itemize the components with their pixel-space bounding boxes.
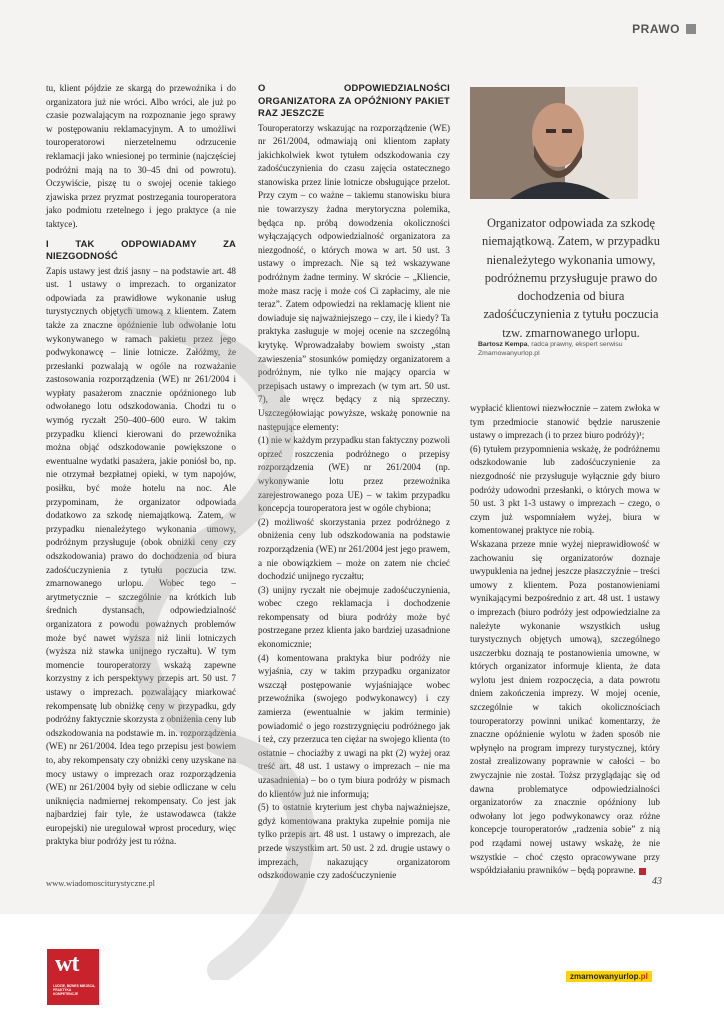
wt-logo (47, 949, 99, 1005)
list-item: (4) komentowana praktyka biur podróży nie wyjaśnia, czy w takim przypadku organizator wszczął postępowanie wyjaśniające wobec przewoźnika (swojego podwykonawcy) i czy zamierza (ewentualnie w jakim terminie) powiadomić o jego rozstrzygnięciu podróżnego jak i też, czy przerzuca ten ciężar na swojego klienta (to ostatnie – chociażby z uwagi na pkt (2) wyżej oraz treść art. 48 ust. 1 ustawy o imprezach – nie ma uzasadnienia) – bo o tym biura podróży w pismach do klientów już nie informują; (258, 652, 450, 799)
paragraph-body: Touroperatorzy wskazując na rozporządzenie (WE) nr 261/2004, odmawiają oni klientom zapłaty jakichkolwiek kwot tytułem odszkodowania czy zadośćuczynienia do czasu zajęcia ostatecznego stanowiska przez linie lotnicze obsługujące przelot. Przy czym – co ważne – takiemu stanowisku biura nie towarzyszy żadna merytoryczna polemika, będąca np. próbą dowodzenia okoliczności wyłączających odpowiedzialność organizatora za niezgodność, o których mowa w art. 50 ust. 3 ustawy o imprezach. Nie są też wskazywane podróżnym żadne terminy. W skrócie – „Kliencie, może masz rację i może coś Ci zapłacimy, ale nie teraz”. Zatem odpowiedzi na reklamację klient nie dowiaduje się najważniejszego – czy, ile i kiedy? Ta praktyka zasługuje w mojej ocenie na szczególną krytykę. Wprowadzałaby bowiem swoisty „stan zawieszenia” stosunków pomiędzy organizatorem a podróżnym, nie tylko nie mający oparcia w przepisach ustawy o imprezach (w tym art. 50 ust. 7), ale wręcz będący z nią sprzeczny. Uszczegółowiając powyższe, wskażę ponownie na następujące elementy: (258, 122, 450, 432)
wt-logo-tagline: LUDZIE, BIZNES MIEJSCA, PRAKTYKA KOMPETENCJE (53, 984, 96, 996)
pull-quote: Organizator odpowiada za szkodę niemajątkową. Zatem, w przypadku nienależytego wykonania umowy, podróżnemu przysługuje prawo do dochodzenia od biura zadośćuczynienia z tytułu poczucia tzw. zmarnowanego urlopu. (482, 216, 660, 340)
paragraph-text: Wskazana przeze mnie wyżej nieprawidłowość w zachowaniu się organizatorów doznaje uwypuklenia na jednej jeszcze płaszczyźnie – treści umowy z klientem. Poza postanowieniami wynikającymi bezpośrednio z art. 48 ust. 1 ustawy o imprezach (biuro podróży jest odpowiedzialne za należyte wykonanie wszystkich usług turystycznych objętych umową), szczególnego uszczerbku doznają te postanowienia umowne, w których organizator informuje klienta, że data wylotu jest dniem rozpoczęcia, a data powrotu dniem zakończenia imprezy. W mojej ocenie, szczególnie w takich okolicznościach touroperatorzy powinni unikać komentarzy, że znaczne opóźnienie wylotu w żaden sposób nie wpłynęło na program imprezy turystycznej, który został zrealizowany poprawnie w całości – bo zwyczajnie nie został. Toższ przyglądając się od dawna problematyce odpowiedzialności organizatorów za znacznie opóźniony lub odwołany lot jego podwykonawcy oraz różne koncepcje touroperatorów „radzenia sobie” z nią pod rządami nowej ustawy wskażę, że nie wszystkie – choć często opracowywane przy współdziałaniu prawników – będą poprawne. (470, 538, 660, 876)
zu-logo-domain: .pl (638, 972, 648, 981)
zmarnowanyurlop-logo (566, 971, 652, 982)
paragraph-body: Zapis ustawy jest dziś jasny – na podstawie art. 48 ust. 1 ustawy o imprezach. to organizator odpowiada za prawidłowe wykonanie usług turystycznych objętych umową z klientem. Zatem także za znaczne opóźnienie lub odwołanie lotu wykonywanego w ramach pakietu przez jego podwykonawcę – linie lotnicze. Załóżmy, że przesłanki pozwalają w ogóle na rozważanie zastosowania rozporządzenia (WE) nr 261/2004 i wypłaty pasażerom znacznie opóźnionego lub odwołanego lotu odszkodowania. Chodzi tu o wymóg ryczałt 250–400–600 euro. W takim przypadku klienci kierowani do przewoźnika można objąć odszkodowanie powiększone o ewentualne wydatki pasażera, jakie poniósł bo, np. nie otrzymał bezpłatnej opieki, w tym napojów, posiłku, być może hotelu na noc. Ale przypominam, że organizator odpowiada dodatkowo za szkodę niemajątkową. Zatem, w przypadku nienależytego wykonania umowy, podróżnym przysługuje (obok obniżki ceny czy odszkodowania) prawo do dochodzenia od biura zadośćuczynienia z tytułu poczucia tzw. zmarnowanego urlopu. Wobec tego – arytmetycznie – szczególnie na krótkich lub średnich dystansach, odpowiedzialność organizatora z powodu poważnych problemów może być nawet wyższa niż linii lotniczych (wyższa niż stawka unijnego ryczałtu). W tym momencie touroperatorzy wskażą zapewne korzystny z ich perspektywy przepis art. 50 ust. 7 ustawy o imprezach. pozwalający miarkować rekompensatę lub obniżkę ceny w przypadku, gdy podróżny faktycznie skorzysta z obniżenia ceny lub odszkodowania na podstawie m. in. rozporządzenia (WE) nr 261/2004. Idea tego przepisu jest bowiem to, aby rekompensaty czy obniżki ceny uzyskane na mocy ustawy o imprezach oraz rozporządzenia (WE) nr 261/2004 były od siebie odliczane w celu uniknięcia nadmiernej rekompensaty. Co jest jak najbardziej fair tyle, że ustawodawca (także europejski) nie uregulował wprost procedury, więc praktyka biur podróży jest tu różna. (46, 265, 236, 847)
paragraph-body: wypłacić klientowi niezwłocznie – zatem zwłoka w tym przedmiocie stanowić będzie naruszenie ustawy o imprezach (i to przez biuro podróży)¹; (470, 403, 660, 441)
subheading-niezgodnosc: I TAK ODPOWIADAMY ZA NIEZGODNOŚĆ (46, 237, 236, 262)
column-middle (258, 82, 450, 883)
page-number: 43 (652, 876, 662, 887)
wt-logo-text: wt (55, 951, 79, 977)
list-item: (3) unijny ryczałt nie obejmuje zadośćuczynienia, wobec czego reklamacja i dochodzenie rekompensaty od biura podróży może być postrzegane przez klienta jako bardziej uzasadnione ekonomicznie; (258, 584, 450, 650)
section-square-icon (686, 24, 696, 34)
column-right (470, 402, 660, 878)
paragraph-intro: tu, klient pójdzie ze skargą do przewoźnika i do organizatora już nie wróci. Albo wróci, ale już po czasie pozwalającym na rozpoznanie jego sprawy w postępowaniu reklamacyjnym. A to umożliwi touroperatorowi nierzetelnemu odrzucenie reklamacji jako wniesionej po terminie (najczęściej podróżni mają na to 30–45 dni od powrotu). Oczywiście, piszę tu o swojej ocenie takiego zjawiska przez pryzmat postrzegania touroperatora jako podmiotu rzetelnego i jego praktyce (a nie taktyce). (46, 83, 236, 229)
zu-logo-text: zmarnowanyurlop (570, 972, 639, 981)
section-tag (632, 22, 696, 36)
subheading-odpowiedzialnosc: O ODPOWIEDZIALNOŚCI ORGANIZATORA ZA OPÓŹNIONY PAKIET RAZ JESZCZE (258, 82, 450, 118)
footer-url: www.wiadomosciturystyczne.pl (46, 878, 155, 888)
author-byline (478, 340, 668, 358)
list-item: (2) możliwość skorzystania przez podróżnego z obniżenia ceny lub odszkodowania na podstawie rozporządzenia (WE) nr 261/2004 jest jego prawem, a nie obowiązkiem – może on zatem nie chcieć dochodzić unijnego ryczałtu; (258, 516, 450, 582)
column-left (46, 82, 236, 849)
author-site: Zmarnowanyurlop.pl (478, 350, 540, 357)
end-mark-icon (639, 868, 646, 875)
author-photo (470, 87, 638, 199)
author-name: Bartosz Kempa (478, 341, 528, 348)
portrait-icon (470, 87, 638, 199)
list-item: (1) nie w każdym przypadku stan faktyczny pozwoli oprzeć roszczenia podróżnego o przepisy rozporządzenia (WE) nr 261/2004 (np. wykonywanie lotu przez przewoźnika zarejestrowanego poza UE) – w takim przypadku koncepcja touroperatora jest w ogóle chybiona; (258, 435, 450, 514)
section-label: PRAWO (632, 22, 680, 36)
list-item: (6) tytułem przypomnienia wskażę, że podróżnemu odszkodowanie lub zadośćuczynienie za niezgodność nie przysługuje wyłącznie gdy biuro podróży udowodni przesłanki, o których mowa w 50 ust. 3 pkt 1-3 ustawy o imprezach – czego, o czym już wspomniałem wyżej, biura w komentowanej praktyce nie robią. (470, 443, 660, 536)
author-role: , radca prawny, ekspert serwisu (527, 341, 623, 348)
list-item: (5) to ostatnie kryterium jest chyba najważniejsze, gdyż komentowana praktyka zupełnie pomija nie tylko przepis art. 48 ust. 1 ustawy o imprezach, ale przede wszystkim art. 50 ust. 2 zd. drugie ustawy o imprezach, nakazujący organizatorom odszkodowanie czy zadośćuczynienie (258, 802, 450, 881)
paragraph-body (470, 538, 660, 878)
